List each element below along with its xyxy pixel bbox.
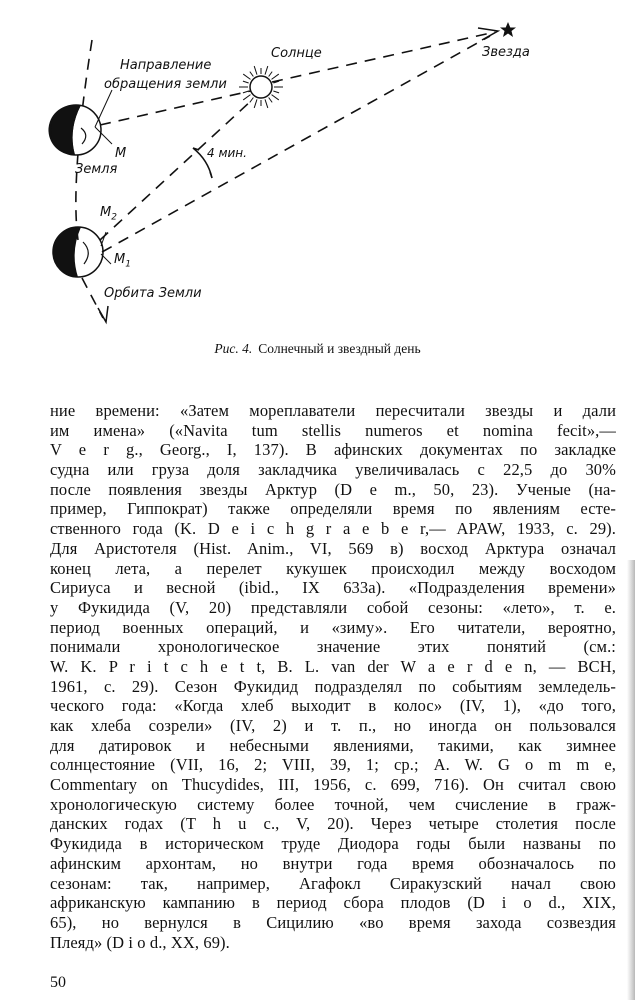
caption-text: Солнечный и звездный день [258, 341, 421, 356]
earth-2 [53, 227, 111, 277]
text-line: Плеяд» (D i o d., XX, 69). [50, 932, 230, 952]
line-earth2-sun [100, 100, 252, 240]
label-m2-sub: 2 [111, 212, 117, 223]
label-m1-letter: M [114, 252, 126, 267]
text-line: W. K. P r i t c h e t t, B. L. van der W a e r d e n, — BCH, [50, 656, 616, 676]
page-number: 50 [50, 974, 66, 991]
label-m1-sub: 1 [125, 259, 131, 270]
text-line: им имена» («Navita tum stellis numeros et nomina fecit»,— [50, 420, 616, 440]
text-line: V e r g., Georg., I, 137). В афинских документах по закладке [50, 440, 616, 460]
sun-ray [272, 95, 279, 100]
figure-caption [0, 341, 635, 357]
label-earth: Земля [75, 162, 118, 177]
label-direction-1: Направление [120, 58, 212, 73]
sun-ray [243, 74, 250, 79]
star-arrow-icon [478, 28, 498, 40]
sun-ray [269, 98, 273, 103]
sun-ray [269, 72, 273, 77]
label-m1 [114, 252, 131, 270]
earth-1 [48, 90, 112, 155]
label-direction-2: обращения земли [104, 77, 227, 92]
text-line: период военных операций, и «зиму». Его читатели, вероятно, [50, 617, 616, 637]
text-line: у Фукидида (V, 20) представляли собой сезоны: «лето», т. е. [50, 597, 616, 617]
figure-solar-sidereal-day [0, 0, 635, 330]
text-line: хронологическую систему более точной, чем счисление в граж- [50, 794, 616, 814]
sun-ray [243, 81, 249, 83]
sun-ray [250, 72, 254, 77]
sun-ray [273, 91, 279, 93]
text-line: ственного года (K. D e i c h g r a e b e r,— APAW, 1933, с. 29). [50, 519, 616, 539]
label-angle: 4 мин. [207, 146, 247, 160]
label-sun: Солнце [271, 46, 322, 61]
label-star: Звезда [482, 45, 530, 60]
text-line: для датировок и небесными явлениями, такими, как зимнее [50, 735, 616, 755]
caption-prefix: Рис. 4. [214, 341, 253, 356]
sun-ray [254, 66, 257, 75]
text-line: 65), но вернулся в Сицилию «во время захода созвездия [50, 912, 616, 932]
text-line: пример, Гиппократ) также определяли время по явлениям есте- [50, 499, 616, 519]
label-m2 [100, 205, 117, 223]
text-line: судна или груза доля закладчика увеличивалась с 22,5 до 30% [50, 460, 616, 480]
line-earth-sun [100, 90, 255, 125]
sun-icon [239, 66, 283, 108]
text-line: сезонам: так, например, Агафокл Сиракузский начал свою [50, 873, 616, 893]
orbit-arrow-icon [98, 306, 108, 322]
text-line: понимали хронологическое значение этих понятий (см.: [50, 637, 616, 657]
text-line: Фукидида в историческом труде Диодора годы были названы по [50, 834, 616, 854]
label-orbit: Орбита Земли [104, 286, 202, 301]
text-line: как хлеба созрели» (IV, 2) и т. п., но иногда он пользовался [50, 716, 616, 735]
text-line: африканскую кампанию в период сбора плодов (D i o d., XIX, [50, 893, 616, 913]
text-line: 1961, с. 29). Сезон Фукидид подразделял по событиям земледель- [50, 676, 616, 696]
text-line: после появления звезды Арктур (D e m., 50, 23). Ученые (на- [50, 479, 616, 499]
page-edge-shadow [627, 560, 635, 1000]
text-line: ческого года: «Когда хлеб выходит в колос» (IV, 1), «до того, [50, 696, 616, 716]
sun-ray [243, 95, 250, 100]
text-line: данских годах (T h u c., V, 20). Через четыре столетия после [50, 814, 616, 834]
sun-ray [265, 66, 268, 75]
sun-ray [250, 98, 254, 103]
label-m: M [115, 146, 127, 161]
label-m2-letter: M [100, 205, 112, 220]
text-line: Сириуса и весной (ibid., IX 633a). «Подразделения времени» [50, 578, 616, 598]
text-line: Для Аристотеля (Hist. Anim., VI, 569 в) восход Арктура означал [50, 538, 616, 558]
text-line: конец лета, а перелет кукушек происходил между восходом [50, 558, 616, 578]
sun-ray [243, 91, 249, 93]
text-line: ние времени: «Затем мореплаватели пересчитали звезды и дали [50, 401, 616, 420]
text-line: Commentary on Thucydides, III, 1956, с. 699, 716). Он считал свою [50, 775, 616, 795]
star-icon [500, 22, 516, 37]
sun-ray [265, 99, 268, 108]
sun-ray [254, 99, 257, 108]
sun-ray [272, 74, 279, 79]
text-line: солнцестояние (VII, 16, 2; VIII, 39, 1; ср.; A. W. G o m m e, [50, 755, 616, 775]
body-text [50, 401, 616, 952]
text-line: афинским архонтам, но внутри года время обозначалось по [50, 853, 616, 873]
